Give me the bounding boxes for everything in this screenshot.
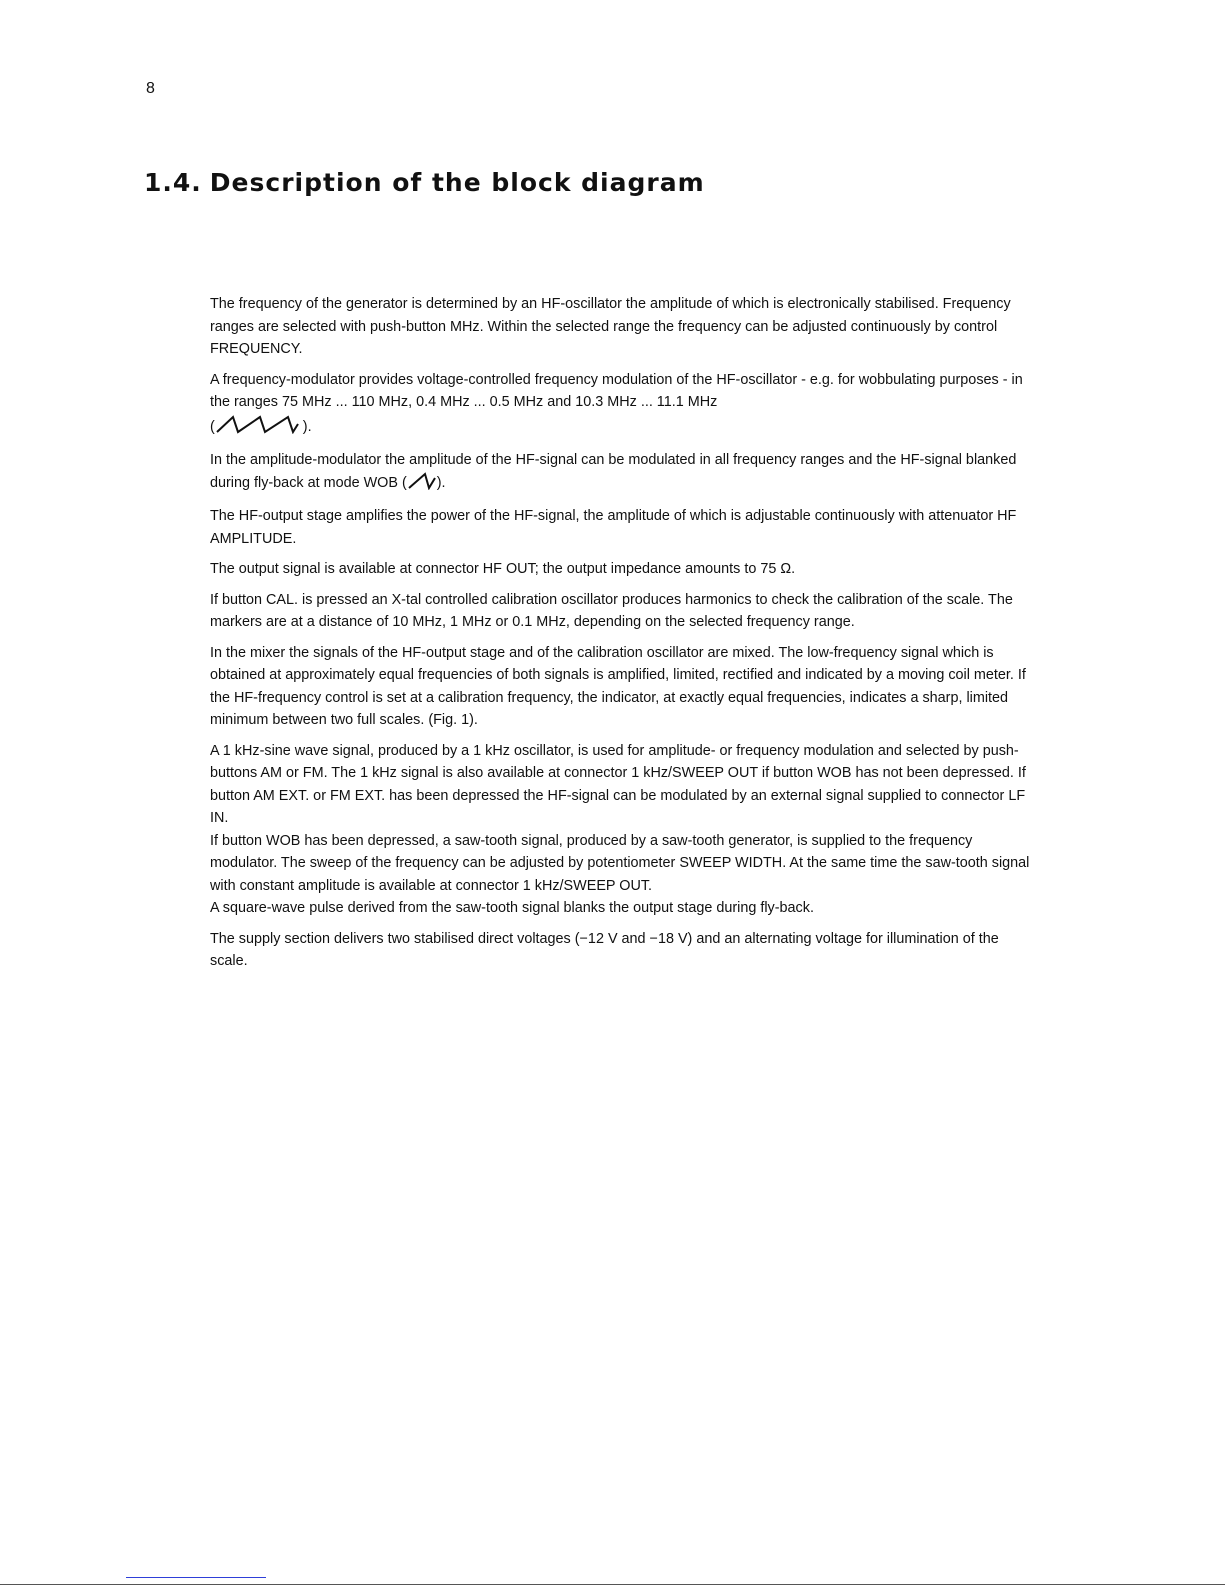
paragraph-amplitude-modulator-text: In the amplitude-modulator the amplitude of the HF-signal can be modulated in all frequency ranges and the HF-signal blanked during fly-back at mode WOB [210,452,1017,491]
wave-close-paren: ). [436,474,446,491]
paragraph-square-wave: A square-wave pulse derived from the saw-tooth signal blanks the output stage during fly-back. [210,900,814,916]
paragraph-hf-output-stage: The HF-output stage amplifies the power of the HF-signal, the amplitude of which is adjustable continuously with attenuator HF AMPLITUDE. [210,508,1017,547]
paragraph-mixer: In the mixer the signals of the HF-output stage and of the calibration oscillator are mixed. The low-frequency signal which is obtained at approximately equal frequencies of both signals is amplified, limited, rectified and indicated by a moving coil meter. If the HF-frequency control is set at a calibration frequency, the indicator, at exactly equal frequencies, indicates a sharp, limited minimum between two full scales. (Fig. 1). [210,644,1026,728]
sawtooth-wave-triple-icon [215,414,303,442]
section-title: Description of the block diagram [209,168,705,197]
paragraph-wob-sawtooth: If button WOB has been depressed, a saw-tooth signal, produced by a saw-tooth generator, is supplied to the frequency modulator. The sweep of the frequency can be adjusted by potentiometer SWEEP WIDTH. At the same time the saw-tooth signal with constant amplitude is available at connector 1 kHz/SWEEP OUT. [210,832,1030,894]
wave-open-paren: ( [397,474,407,491]
paragraph-hf-oscillator: The frequency of the generator is determined by an HF-oscillator the amplitude of which is electronically stabilised. Frequency ranges are selected with push-button MHz. Within the selected range the frequency can be adjusted continuously by control FREQUENCY. [210,296,1011,357]
wave-open-paren: ( [210,418,215,435]
sawtooth-wave-single-icon [407,472,437,498]
paragraph-supply-section: The supply section delivers two stabilised direct voltages (−12 V and −18 V) and an alternating voltage for illumination of the scale. [210,930,999,969]
footer-rule [126,1577,266,1578]
page-number: 8 [146,80,155,97]
paragraph-amplitude-modulator [210,449,1030,497]
paragraph-output-signal: The output signal is available at connector HF OUT; the output impedance amounts to 75 Ω. [210,561,796,577]
paragraph-frequency-modulator [210,369,1030,442]
paragraph-calibration: If button CAL. is pressed an X-tal controlled calibration oscillator produces harmonics to check the calibration of the scale. The markers are at a distance of 10 MHz, 1 MHz or 0.1 MHz, depending on the selected frequency range. [210,591,1013,630]
paragraph-frequency-modulator-text: A frequency-modulator provides voltage-controlled frequency modulation of the HF-oscillator - e.g. for wobbulating purposes - in the ranges 75 MHz ... 110 MHz, 0.4 MHz ... 0.5 MHz and 10.3 MHz ... 11.1 MHz [210,371,1023,410]
section-number: 1.4. [144,168,202,197]
paragraph-sine-wave: A 1 kHz-sine wave signal, produced by a 1 kHz oscillator, is used for amplitude- or frequency modulation and selected by push-buttons AM or FM. The 1 kHz signal is also available at connector 1 kHz/SWEEP OUT if button WOB has not been depressed. If button AM EXT. or FM EXT. has been depressed the HF-signal can be modulated by an external signal supplied to connector LF IN. [210,742,1026,826]
body-text [210,293,1030,981]
wave-close-paren: ). [302,418,312,435]
section-heading [144,168,705,197]
